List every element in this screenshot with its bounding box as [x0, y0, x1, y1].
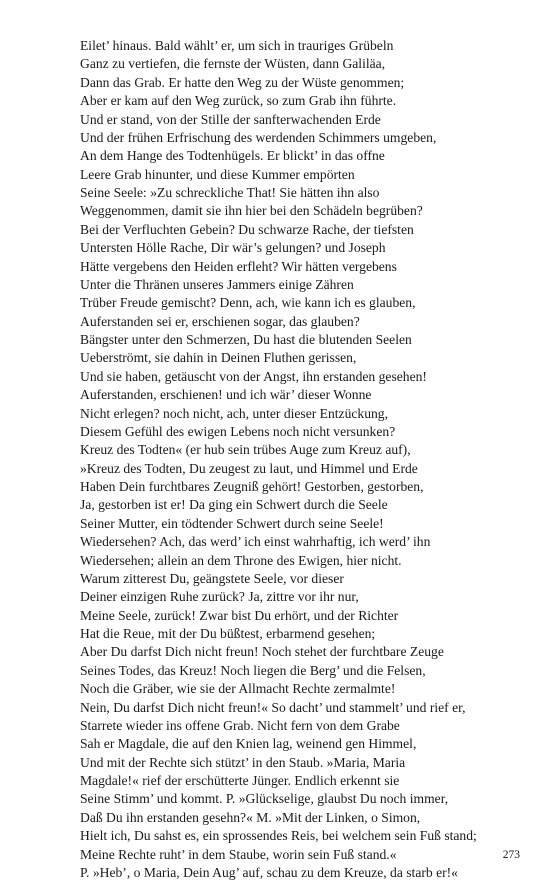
poem-line: Nicht erlegen? noch nicht, ach, unter dieser Entzückung,	[80, 405, 389, 421]
poem-line: Und mit der Rechte sich stützt’ in den Staub. »Maria, Maria	[80, 754, 406, 770]
poem-line: Hielt ich, Du sahst es, ein sprossendes Reis, bei welchem sein Fuß stand;	[80, 828, 477, 844]
poem-line: Ganz zu vertiefen, die fernste der Wüsten, dann Galiläa,	[80, 56, 386, 72]
poem-line: Hätte vergebens den Heiden erfleht? Wir hätten vergebens	[80, 258, 397, 274]
poem-line: Und er stand, von der Stille der sanfterwachenden Erde	[80, 111, 381, 127]
poem-line: Leere Grab hinunter, und diese Kummer empörten	[80, 166, 355, 182]
poem-text-block	[80, 37, 525, 882]
poem-line: Seine Stimm’ und kommt. P. »Glückselige, glaubst Du noch immer,	[80, 791, 449, 807]
poem-line: Ueberströmt, sie dahin in Deinen Fluthen gerissen,	[80, 350, 357, 366]
poem-line: Deiner einzigen Ruhe zurück? Ja, zittre vor ihr nur,	[80, 589, 359, 605]
poem-line: Aber er kam auf den Weg zurück, so zum Grab ihn führte.	[80, 93, 397, 109]
poem-line: P. »Heb’, o Maria, Dein Aug’ auf, schau zu dem Kreuze, da starb er!«	[80, 864, 458, 880]
poem-line: Wiedersehen? Ach, das werd’ ich einst wahrhaftig, ich werd’ ihn	[80, 534, 431, 550]
poem-line: An dem Hange des Todtenhügels. Er blickt’ in das offne	[80, 148, 385, 164]
poem-line: Kreuz des Todten« (er hub sein trübes Auge zum Kreuz auf),	[80, 442, 411, 458]
poem-line: Untersten Hölle Rache, Dir wär’s gelungen? und Joseph	[80, 240, 386, 256]
poem-line: Und sie haben, getäuscht von der Angst, ihn erstanden gesehen!	[80, 368, 427, 384]
poem-line: Magdale!« rief der erschütterte Jünger. Endlich erkennt sie	[80, 773, 400, 788]
poem-line: Und der frühen Erfrischung des werdenden Schimmers umgeben,	[80, 129, 437, 145]
poem-line: Nein, Du darfst Dich nicht freun!« So dacht’ und stammelt’ und rief er,	[80, 699, 466, 715]
poem-line: Auferstanden sei er, erschienen sogar, das glauben?	[80, 313, 360, 329]
poem-line: Seiner Mutter, ein tödtender Schwert durch seine Seele!	[80, 515, 384, 531]
poem-line: Diesem Gefühl des ewigen Lebens noch nicht versunken?	[80, 423, 396, 439]
poem-line: Meine Rechte ruht’ in dem Staube, worin sein Fuß stand.«	[80, 846, 397, 862]
poem-line: Auferstanden, erschienen! und ich wär’ dieser Wonne	[80, 387, 372, 403]
poem-line: Sah er Magdale, die auf den Knien lag, weinend gen Himmel,	[80, 736, 417, 752]
poem-line: Starrete wieder ins offene Grab. Nicht fern von dem Grabe	[80, 717, 400, 733]
poem-line: Eilet’ hinaus. Bald wählt’ er, um sich in trauriges Grübeln	[80, 38, 394, 53]
poem-line: Unter die Thränen unseres Jammers einige Zähren	[80, 276, 354, 292]
poem-line: Dann das Grab. Er hatte den Weg zu der Wüste genommen;	[80, 74, 405, 90]
poem-line: Wiedersehen; allein an dem Throne des Ewigen, hier nicht.	[80, 552, 402, 568]
poem-line: Aber Du darfst Dich nicht freun! Noch stehet der furchtbare Zeuge	[80, 644, 444, 660]
poem-line: »Kreuz des Todten, Du zeugest zu laut, und Himmel und Erde	[80, 460, 418, 476]
page-number: 273	[502, 849, 520, 861]
poem-line: Haben Dein furchtbares Zeugniß gehört! Gestorben, gestorben,	[80, 479, 424, 494]
poem-line: Trüber Freude gemischt? Denn, ach, wie kann ich es glauben,	[80, 295, 416, 311]
poem-line: Weggenommen, damit sie ihn hier bei den Schädeln begrüben?	[80, 203, 423, 219]
poem-line: Warum zitterest Du, geängstete Seele, vor dieser	[80, 570, 344, 586]
poem-line: Seine Seele: »Zu schreckliche That! Sie hätten ihn also	[80, 185, 380, 200]
poem-line: Hat die Reue, mit der Du büßtest, erbarmend gesehen;	[80, 626, 376, 641]
poem-line: Ja, gestorben ist er! Da ging ein Schwert durch die Seele	[80, 497, 388, 513]
poem-line: Noch die Gräber, wie sie der Allmacht Rechte zermalmte!	[80, 681, 396, 697]
poem-line: Daß Du ihn erstanden gesehn?« M. »Mit der Linken, o Simon,	[80, 809, 421, 825]
poem-line: Bei der Verfluchten Gebein? Du schwarze Rache, der tiefsten	[80, 221, 414, 237]
poem-line: Bängster unter den Schmerzen, Du hast die blutenden Seelen	[80, 332, 412, 347]
poem-line: Seines Todes, das Kreuz! Noch liegen die Berg’ und die Felsen,	[80, 662, 426, 678]
poem-line: Meine Seele, zurück! Zwar bist Du erhört, und der Richter	[80, 607, 399, 623]
